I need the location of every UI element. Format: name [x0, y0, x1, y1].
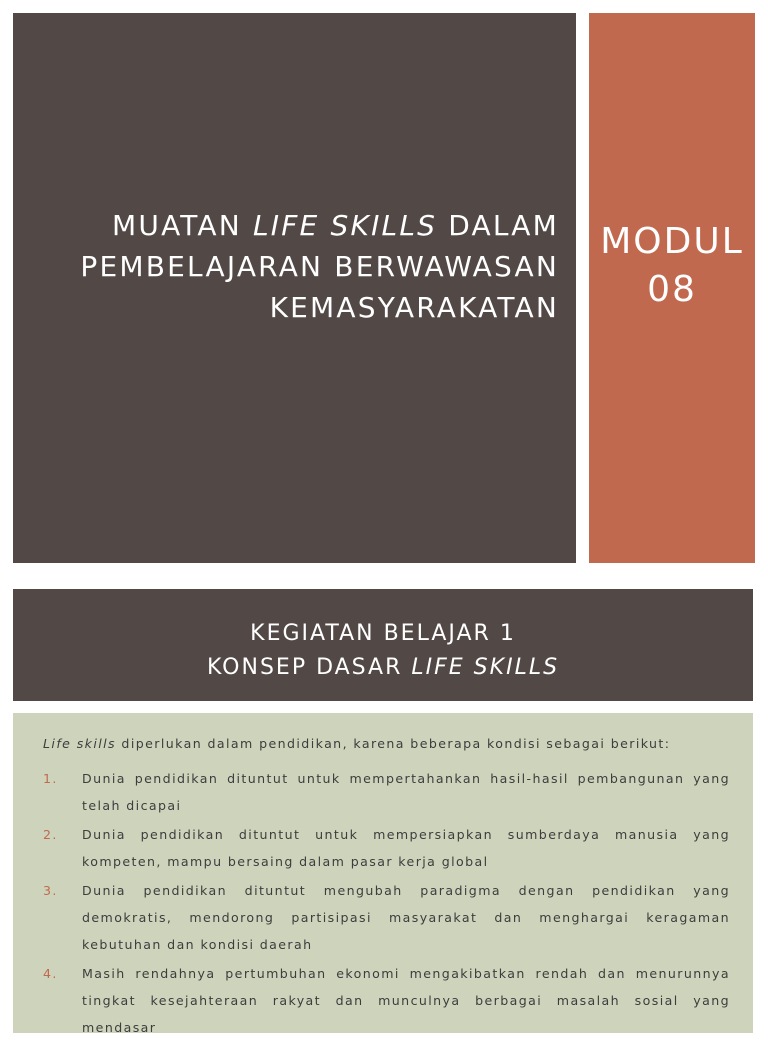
list-number: 4.	[43, 966, 58, 981]
list-text: Dunia pendidikan dituntut mengubah paradigma dengan pendidikan yang demokratis, mendorong partisipasi masyarakat dan menghargai keragaman kebutuhan dan kondisi daerah	[82, 883, 730, 952]
title-panel	[13, 13, 576, 563]
conditions-list	[43, 765, 730, 1041]
content-panel	[13, 713, 753, 1033]
list-item	[43, 821, 730, 875]
list-item	[43, 877, 730, 958]
list-item	[43, 960, 730, 1041]
kegiatan-title	[13, 617, 753, 685]
kegiatan-italic-term: LIFE SKILLS	[411, 655, 560, 680]
list-number: 3.	[43, 883, 58, 898]
intro-paragraph: Life skills diperlukan dalam pendidikan, karena beberapa kondisi sebagai berikut:	[43, 736, 671, 751]
list-number: 2.	[43, 827, 58, 842]
kegiatan-header	[13, 589, 753, 701]
module-number: 08	[647, 269, 697, 310]
intro-italic-term: Life skills	[43, 736, 117, 751]
list-text: Dunia pendidikan dituntut untuk mempertahankan hasil-hasil pembangunan yang telah dicapai	[82, 771, 730, 813]
module-title	[19, 205, 559, 328]
kegiatan-line-2: KONSEP DASAR LIFE SKILLS	[206, 655, 560, 680]
module-number-panel	[589, 13, 755, 563]
title-line-2: PEMBELAJARAN BERWAWASAN	[80, 250, 559, 283]
kegiatan-line-1: KEGIATAN BELAJAR 1	[250, 621, 516, 646]
module-label	[589, 218, 755, 314]
list-number: 1.	[43, 771, 58, 786]
list-text: Dunia pendidikan dituntut untuk mempersiapkan sumberdaya manusia yang kompeten, mampu bersaing dalam pasar kerja global	[82, 827, 730, 869]
module-word: MODUL	[600, 221, 744, 262]
list-item	[43, 765, 730, 819]
list-text: Masih rendahnya pertumbuhan ekonomi mengakibatkan rendah dan menurunnya tingkat kesejahteraan rakyat dan munculnya berbagai masalah sosial yang mendasar	[82, 966, 730, 1035]
title-line-1: MUATAN LIFE SKILLS DALAM	[112, 209, 559, 242]
title-line-3: KEMASYARAKATAN	[269, 291, 559, 324]
title-italic-term: LIFE SKILLS	[252, 209, 438, 242]
